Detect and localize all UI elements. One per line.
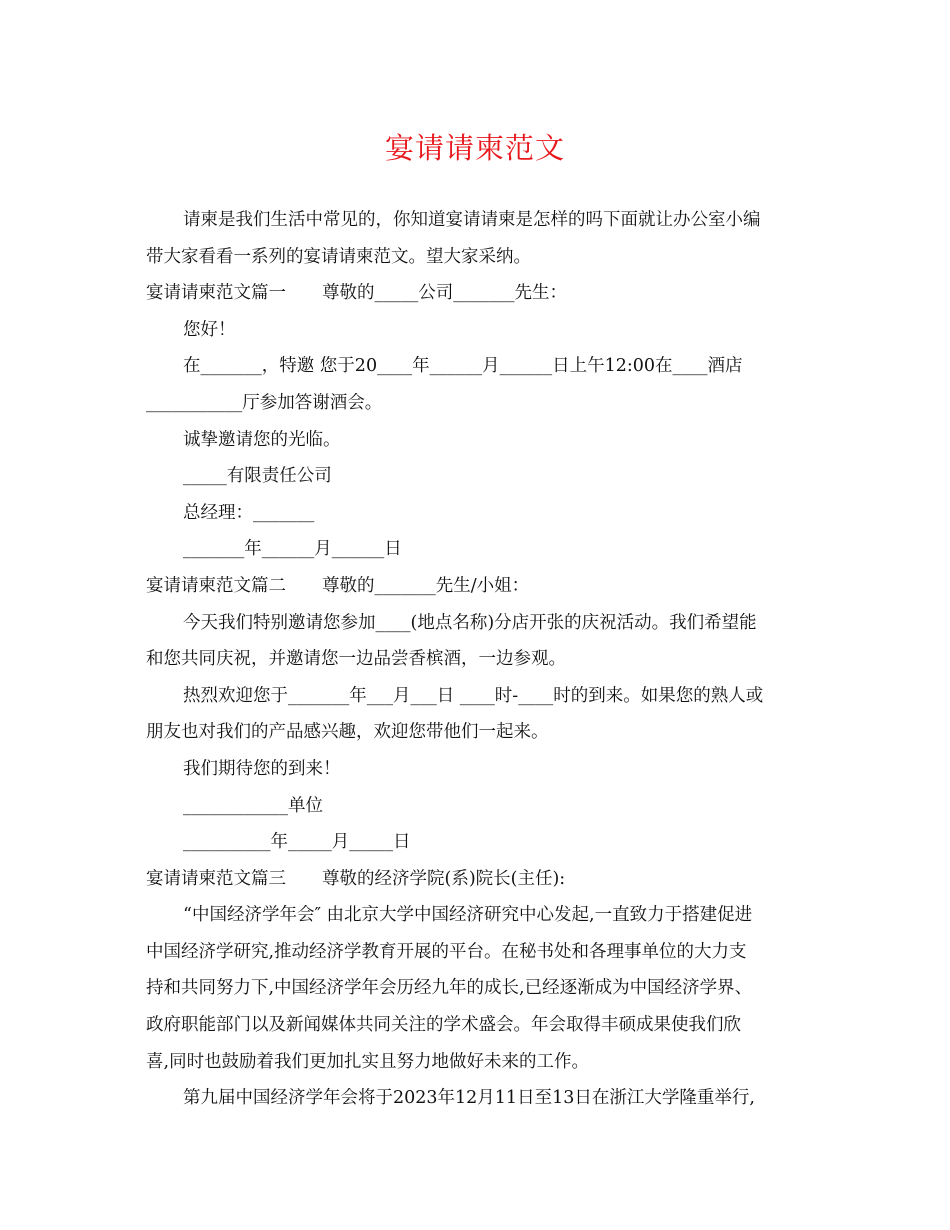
line-text: 政府职能部门以及新闻媒体共同关注的学术盛会。年会取得丰硕成果使我们欣 xyxy=(146,1015,741,1036)
salutation-text: 尊敬的经济学院(系)院长(主任): xyxy=(322,868,566,889)
paragraph-line xyxy=(146,422,810,459)
section-heading-line xyxy=(146,861,810,898)
paragraph-line xyxy=(146,531,810,568)
line-text: 带大家看看一系列的宴请请柬范文。望大家采纳。 xyxy=(146,246,531,267)
paragraph-line xyxy=(146,970,810,1007)
line-text: 中国经济学研究,推动经济学教育开展的平台。在秘书处和各理事单位的大力支 xyxy=(146,941,747,962)
paragraph-line xyxy=(146,714,810,751)
line-text: 诚挚邀请您的光临。 xyxy=(183,429,341,450)
line-text: 第九届中国经济学年会将于2023年12月11日至13日在浙江大学隆重举行, xyxy=(183,1088,755,1109)
paragraph-line xyxy=(146,239,810,276)
line-text: 请柬是我们生活中常见的，你知道宴请请柬是怎样的吗下面就让办公室小编 xyxy=(183,210,761,230)
paragraph-line xyxy=(146,751,810,788)
document-body xyxy=(146,202,810,1117)
paragraph-line xyxy=(146,1080,810,1117)
line-text: __________年_____月_____日 xyxy=(183,832,411,853)
paragraph-line xyxy=(146,934,810,971)
paragraph-line xyxy=(146,678,810,715)
paragraph-line xyxy=(146,458,810,495)
section-heading: 宴请请柬范文篇一 xyxy=(146,283,286,304)
paragraph-line xyxy=(146,348,810,385)
paragraph-line xyxy=(146,788,810,825)
section-heading: 宴请请柬范文篇三 xyxy=(146,868,286,889)
paragraph-line xyxy=(146,605,810,642)
line-text: 今天我们特别邀请您参加____(地点名称)分店开张的庆祝活动。我们希望能 xyxy=(183,612,757,633)
section-heading: 宴请请柬范文篇二 xyxy=(146,575,286,596)
line-text: 您好！ xyxy=(183,319,236,340)
section-heading-line xyxy=(146,275,810,312)
line-text: ___________厅参加答谢酒会。 xyxy=(146,392,383,413)
salutation-text: 尊敬的_____公司_______先生： xyxy=(322,283,567,304)
paragraph-line xyxy=(146,824,810,861)
line-text: 朋友也对我们的产品感兴趣，欢迎您带他们一起来。 xyxy=(146,722,549,743)
paragraph-line xyxy=(146,312,810,349)
line-text: 我们期待您的到来！ xyxy=(183,758,341,779)
paragraph-line xyxy=(146,1007,810,1044)
line-text: _____有限责任公司 xyxy=(183,466,332,487)
section-heading-line xyxy=(146,568,810,605)
line-text: _______年______月______日 xyxy=(183,539,402,560)
page-title: 宴请请柬范文 xyxy=(384,131,565,165)
line-text: 总经理：_______ xyxy=(183,502,315,523)
line-text: 持和共同努力下,中国经济学年会历经九年的成长,已经逐渐成为中国经济学界、 xyxy=(146,978,753,999)
paragraph-line xyxy=(146,202,810,239)
line-text: “中国经济学年会″ 由北京大学中国经济研究中心发起,一直致力于搭建促进 xyxy=(183,905,753,926)
line-text: 喜,同时也鼓励着我们更加扎实且努力地做好未来的工作。 xyxy=(146,1051,590,1072)
line-text: 在_______，特邀 您于20____年______月______日上午12:00在____酒店 xyxy=(183,356,743,377)
paragraph-line xyxy=(146,385,810,422)
salutation-text: 尊敬的_______先生/小姐： xyxy=(322,575,530,596)
line-text: ____________单位 xyxy=(183,795,323,816)
paragraph-line xyxy=(146,641,810,678)
line-text: 和您共同庆祝，并邀请您一边品尝香槟酒，一边参观。 xyxy=(146,649,566,670)
paragraph-line xyxy=(146,495,810,532)
line-text: 热烈欢迎您于_______年___月___日 ____时-____时的到来。如果您的熟人或 xyxy=(183,685,764,706)
paragraph-line xyxy=(146,1044,810,1081)
paragraph-line xyxy=(146,897,810,934)
